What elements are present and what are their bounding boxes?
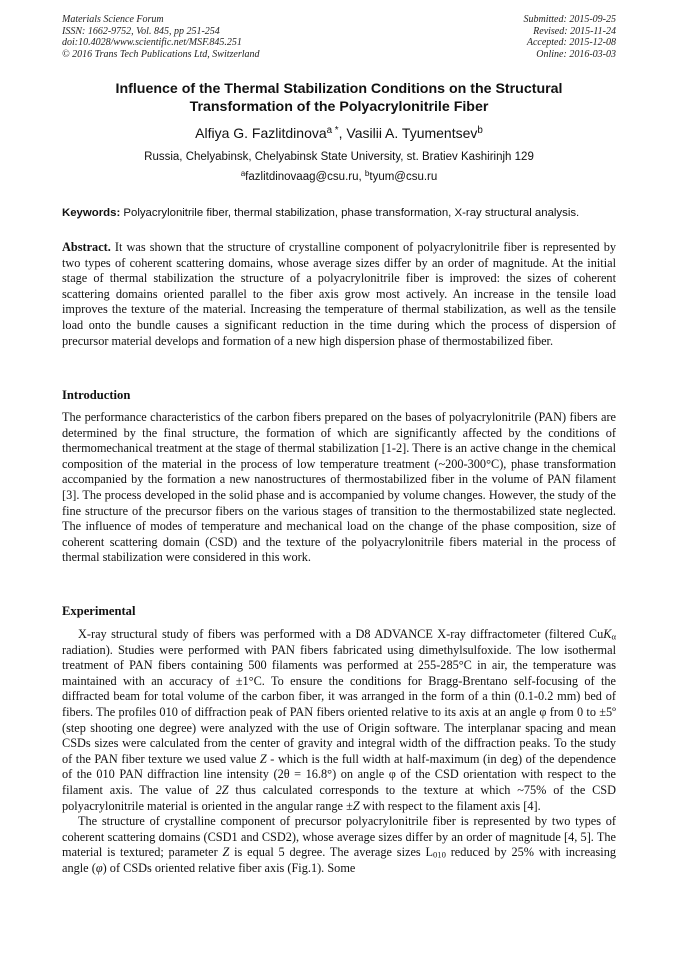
author-separator: ,	[338, 125, 347, 141]
dates-header	[524, 14, 617, 60]
copyright-line: © 2016 Trans Tech Publications Ltd, Switzerland	[62, 48, 260, 60]
revised-date: Revised: 2015-11-24	[533, 25, 616, 37]
introduction-text: The performance characteristics of the carbon fibers prepared on the bases of polyacrylonitrile (PAN) fibers are determined by the final structure, the formation of which are significantly affected by the conditions of thermomechanical treatment at the stage of thermal stabilization [1-2]. There is an active change in the chemical composition of the material in the process of low temperature treatment (~200-300°C), phase transformation accompanied by the formation a new nanostructures of thermostabilized fiber in the volume of PAN filament [3]. The process developed in the solid phase and is accompanied by volume changes. However, the study of the fine structure of the precursor fibers on the various stages of transition to the thermostabilized state neglected. The influence of modes of temperature and mechanical load on the change of the phase composition, size of coherent scattering domain (CSD) and the texture of the polyacrylonitrile fibers material in the process of thermal stabilization were considered in this work.	[62, 410, 616, 565]
subscript-index: 010	[433, 850, 446, 861]
keywords	[62, 206, 616, 221]
italic-symbol: Z	[352, 798, 360, 813]
submitted-date: Submitted: 2015-09-25	[523, 14, 616, 25]
text-span: X-ray structural study of fibers was performed with a D8 ADVANCE X-ray diffractometer (filtered Cu	[78, 627, 604, 641]
italic-symbol: 2Z	[215, 782, 229, 797]
experimental-paragraph-1	[62, 627, 616, 814]
introduction-heading: Introduction	[62, 388, 131, 402]
italic-symbol: K	[603, 627, 612, 641]
text-span: thus calculated corresponds to the texture at which ~75% of the CSD polyacrylonitrile material is oriented in the angular range ±	[62, 782, 616, 813]
italic-symbol: Z	[259, 751, 267, 766]
email-superscript: a	[240, 168, 246, 178]
author-list	[62, 124, 616, 142]
author-name: Vasilii A. Tyumentsev	[346, 125, 478, 141]
text-span: - which is the full width at half-maximum (in deg) of the dependence of the 010 PAN diffraction line intensity (2θ = 16.8°) on angle φ of the CSD orientation with respect to the filament axis. The value of	[62, 751, 616, 797]
experimental-section	[62, 627, 616, 877]
subscript-alpha: α	[611, 631, 616, 642]
title-line-2: Transformation of the Polyacrylonitrile Fiber	[189, 99, 489, 115]
keywords-text: Polyacrylonitrile fiber, thermal stabilization, phase transformation, X-ray structural analysis.	[120, 207, 580, 219]
affiliation: Russia, Chelyabinsk, Chelyabinsk State University, st. Bratiev Kashirinjh 129	[144, 151, 534, 163]
author-name: Alfiya G. Fazlitdinova	[195, 125, 327, 141]
text-span: The structure of crystalline component of precursor polyacrylonitrile fiber is represented by two types of coherent scattering domains (CSD1 and CSD2), whose average sizes differ by an order of magnitude [4, 5]. The material is textured; parameter	[62, 814, 616, 860]
text-span: ) of CSDs oriented relative fiber axis (Fig.1). Some	[102, 860, 356, 875]
italic-symbol: φ	[95, 860, 103, 875]
author-superscript: a *	[326, 125, 339, 137]
experimental-paragraph-2	[62, 814, 616, 876]
email-address: tyum@csu.ru	[369, 171, 438, 183]
paper-title	[62, 80, 616, 116]
author-emails	[62, 170, 616, 184]
text-span: radiation). Studies were performed with PAN fibers fabricated using dimethylsulfoxide. The low isothermal treatment of PAN fibers containing 500 filaments was performed at 255-285°C in air, the temperature was maintained with an accuracy of ±1°C. To ensure the conditions for Bragg-Brentano self-focusing of the diffracted beam for total volume of the carbon fiber, it was arranged in the form of a thin (0.1-0.2 mm) bed of fibers. The profiles 010 of diffraction peak of PAN fibers oriented relative to its axis at an angle φ from 0 to ±5º (step shooting one degree) were analyzed with the use of Origin software. The interplanar spacing and mean CSDs sizes were calculated from the center of gravity and integral width of the diffraction peaks. To the study of the PAN fiber texture we used value	[62, 642, 616, 766]
author-superscript: b	[477, 125, 483, 137]
journal-name: Materials Science Forum	[62, 14, 164, 25]
abstract	[62, 240, 616, 349]
issn-line: ISSN: 1662-9752, Vol. 845, pp 251-254	[62, 25, 220, 37]
email-address: fazlitdinovaag@csu.ru	[245, 171, 359, 183]
doi-line: doi:10.4028/www.scientific.net/MSF.845.251	[62, 37, 242, 48]
text-span: with respect to the filament axis [4].	[359, 798, 541, 813]
experimental-heading: Experimental	[62, 604, 136, 618]
email-separator: ,	[358, 171, 365, 183]
text-span: is equal 5 degree. The average sizes L	[229, 845, 433, 860]
email-superscript: b	[364, 168, 370, 178]
accepted-date: Accepted: 2015-12-08	[526, 37, 616, 48]
online-date: Online: 2016-03-03	[536, 48, 616, 60]
title-line-1: Influence of the Thermal Stabilization Conditions on the Structural	[115, 81, 563, 97]
italic-symbol: Z	[222, 845, 230, 860]
abstract-text: It was shown that the structure of crystalline component of polyacrylonitrile fiber is represented by two types of coherent scattering domains, whose average sizes differ by an order of magnitude. At the initial stage of thermal stabilization the structure of a polyacrylonitrile fiber is improved: the sizes of coherent scattering domains oriented parallel to the fiber axis grow most actively. An increase in the tensile load improves the texture of the material. Increasing the temperature of thermal stabilization, as well as the tensile load onto the bundle causes a significant reduction in the time during which the process of dispersion of precursor material develops and formation of a new high dispersion phase of thermostabilized fiber.	[62, 240, 616, 348]
text-span: reduced by 25% with increasing angle (	[62, 845, 617, 875]
abstract-label: Abstract.	[62, 240, 111, 254]
journal-header	[62, 14, 260, 60]
keywords-label: Keywords:	[62, 207, 121, 219]
